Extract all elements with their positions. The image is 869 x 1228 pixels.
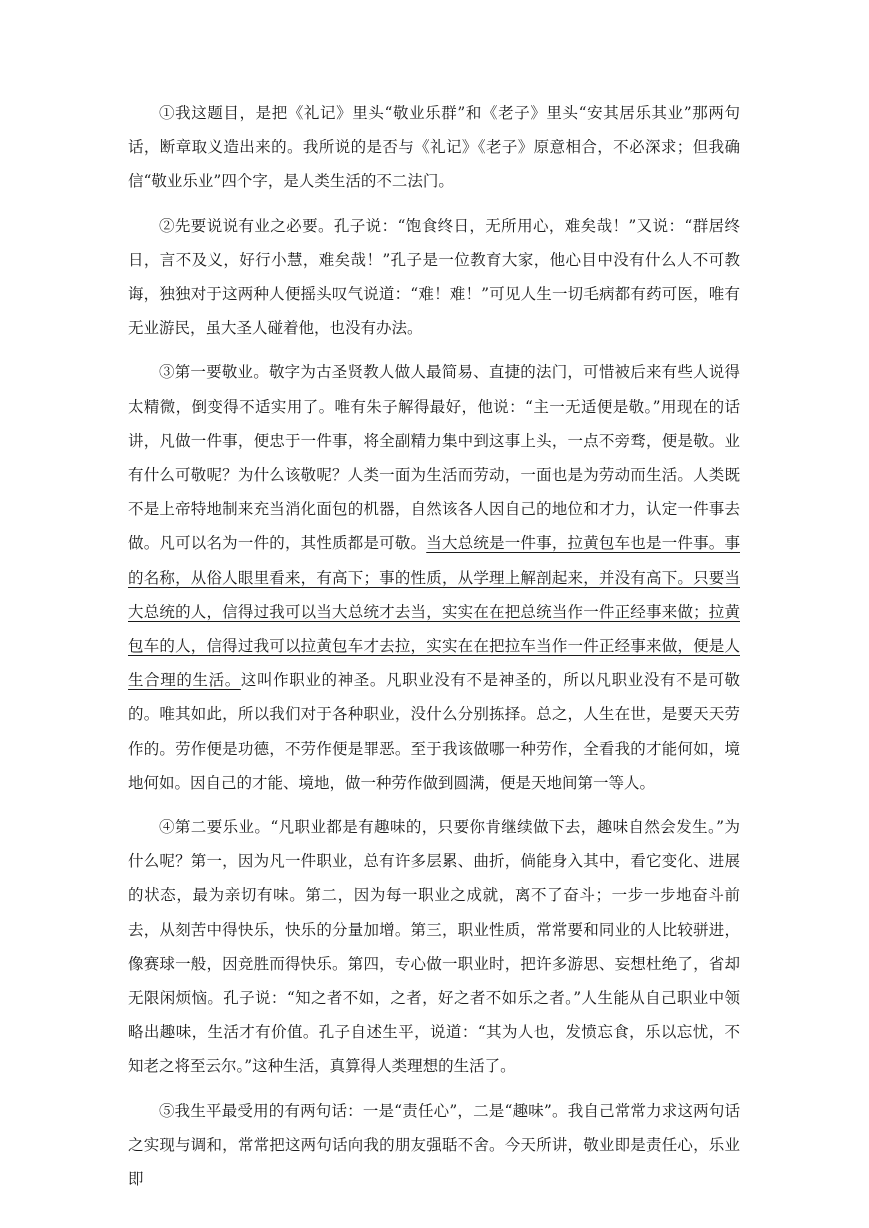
paragraph-1-text: ①我这题目，是把《礼记》里头“敬业乐群”和《老子》里头“安其居乐其业”那两句话，断章取义造出来的。我所说的是否与《礼记》《老子》原意相合，不必深求；但我确信“敬业乐业”四个字，是人类生活的不二法门。: [128, 104, 740, 191]
paragraph-4: [128, 810, 740, 1084]
paragraph-3-underlined-passage: 当大总统是一件事，拉黄包车也是一件事。事的名称，从俗人眼里看来，有高下；事的性质，从学理上解剖起来，并没有高下。只要当大总统的人，信得过我可以当大总统才去当，实实在在把总统当作一件正经事来做；拉黄包车的人，信得过我可以拉黄包车才去拉，实实在在把拉车当作一件正经事来做，便是人生合理的生活。: [128, 534, 740, 690]
paragraph-3-text-a: ③第一要敬业。敬字为古圣贤教人做人最简易、直捷的法门，可惜被后来有些人说得太精微，倒变得不适实用了。唯有朱子解得最好，他说：“主一无适便是敬。”用现在的话讲，凡做一件事，便忠于一件事，将全副精力集中到这事上头，一点不旁骛，便是敬。业有什么可敬呢？为什么该敬呢？人类一面为生活而劳动，一面也是为劳动而生活。人类既不是上帝特地制来充当消化面包的机器，自然该各人因自己的地位和才力，认定一件事去做。凡可以名为一件的，其性质都是可敬。: [128, 363, 740, 553]
paragraph-3: [128, 355, 740, 800]
text-column: [128, 96, 740, 1206]
paragraph-3-text-b: 这叫作职业的神圣。凡职业没有不是神圣的，所以凡职业没有不是可敬的。唯其如此，所以我们对于各种职业，没什么分别拣择。总之，人生在世，是要天天劳作的。劳作便是功德，不劳作便是罪恶。至于我该做哪一种劳作，全看我的才能何如，境地何如。因自己的才能、境地，做一种劳作做到圆满，便是天地间第一等人。: [128, 671, 740, 792]
paragraph-4-text: ④第二要乐业。“凡职业都是有趣味的，只要你肯继续做下去，趣味自然会发生。”为什么呢？第一，因为凡一件职业，总有许多层累、曲折，倘能身入其中，看它变化、进展的状态，最为亲切有味。第二，因为每一职业之成就，离不了奋斗；一步一步地奋斗前去，从刻苦中得快乐，快乐的分量加增。第三，职业性质，常常要和同业的人比较骈进，像赛球一般，因竞胜而得快乐。第四，专心做一职业时，把许多游思、妄想杜绝了，省却无限闲烦恼。孔子说：“知之者不如，之者，好之者不如乐之者。”人生能从自己职业中领略出趣味，生活才有价值。孔子自述生平，说道：“其为人也，发愤忘食，乐以忘忧，不知老之将至云尔。”这种生活，真算得人类理想的生活了。: [128, 818, 740, 1076]
paragraph-5: [128, 1094, 740, 1197]
paragraph-1: [128, 96, 740, 199]
paragraph-2-text: ②先要说说有业之必要。孔子说：“饱食终日，无所用心，难矣哉！”又说：“群居终日，言不及义，好行小慧，难矣哉！”孔子是一位教育大家，他心目中没有什么人不可教诲，独独对于这两种人便摇头叹气说道：“难！难！”可见人生一切毛病都有药可医，唯有无业游民，虽大圣人碰着他，也没有办法。: [128, 216, 740, 338]
paragraph-2: [128, 209, 740, 346]
paragraph-5-text: ⑤我生平最受用的有两句话：一是“责任心”，二是“趣味”。我自己常常力求这两句话之实现与调和，常常把这两句话向我的朋友强聒不舍。今天所讲，敬业即是责任心，乐业即: [128, 1101, 740, 1189]
